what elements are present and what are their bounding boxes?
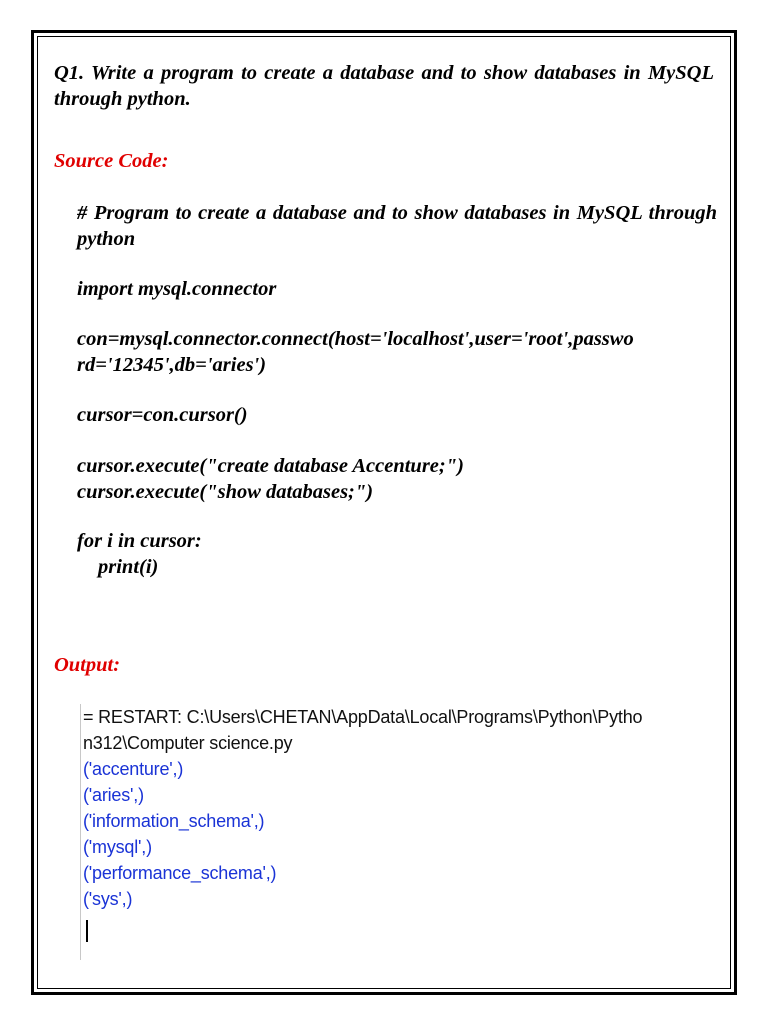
text-cursor xyxy=(86,920,88,942)
output-row: ('information_schema',) xyxy=(83,811,265,831)
code-connect-line-1: con=mysql.connector.connect(host='localhost',user='root',passwo xyxy=(77,328,634,350)
output-row: ('performance_schema',) xyxy=(83,863,277,883)
output-row: ('mysql',) xyxy=(83,837,152,857)
output-heading: Output: xyxy=(54,654,121,676)
code-print: print(i) xyxy=(98,556,159,578)
source-code-heading: Source Code: xyxy=(54,150,169,172)
code-execute-create: cursor.execute("create database Accenture;") xyxy=(77,455,464,477)
output-row: ('aries',) xyxy=(83,785,144,805)
restart-line-2: n312\Computer science.py xyxy=(83,733,293,753)
output-row: ('accenture',) xyxy=(83,759,184,779)
code-cursor: cursor=con.cursor() xyxy=(77,404,248,426)
code-for-loop: for i in cursor: xyxy=(77,530,202,552)
restart-line-1: = RESTART: C:\Users\CHETAN\AppData\Local\Programs\Python\Pytho xyxy=(83,707,643,727)
code-connect-line-2: rd='12345',db='aries') xyxy=(77,354,267,376)
terminal-left-border xyxy=(80,704,81,960)
output-row: ('sys',) xyxy=(83,889,133,909)
output-terminal xyxy=(78,700,718,962)
code-execute-show: cursor.execute("show databases;") xyxy=(77,481,374,503)
code-import: import mysql.connector xyxy=(77,278,277,300)
terminal-lines xyxy=(83,704,642,912)
code-comment: # Program to create a database and to show databases in MySQL through python xyxy=(77,202,717,250)
question-text: Q1. Write a program to create a database and to show databases in MySQL through python. xyxy=(54,62,714,110)
